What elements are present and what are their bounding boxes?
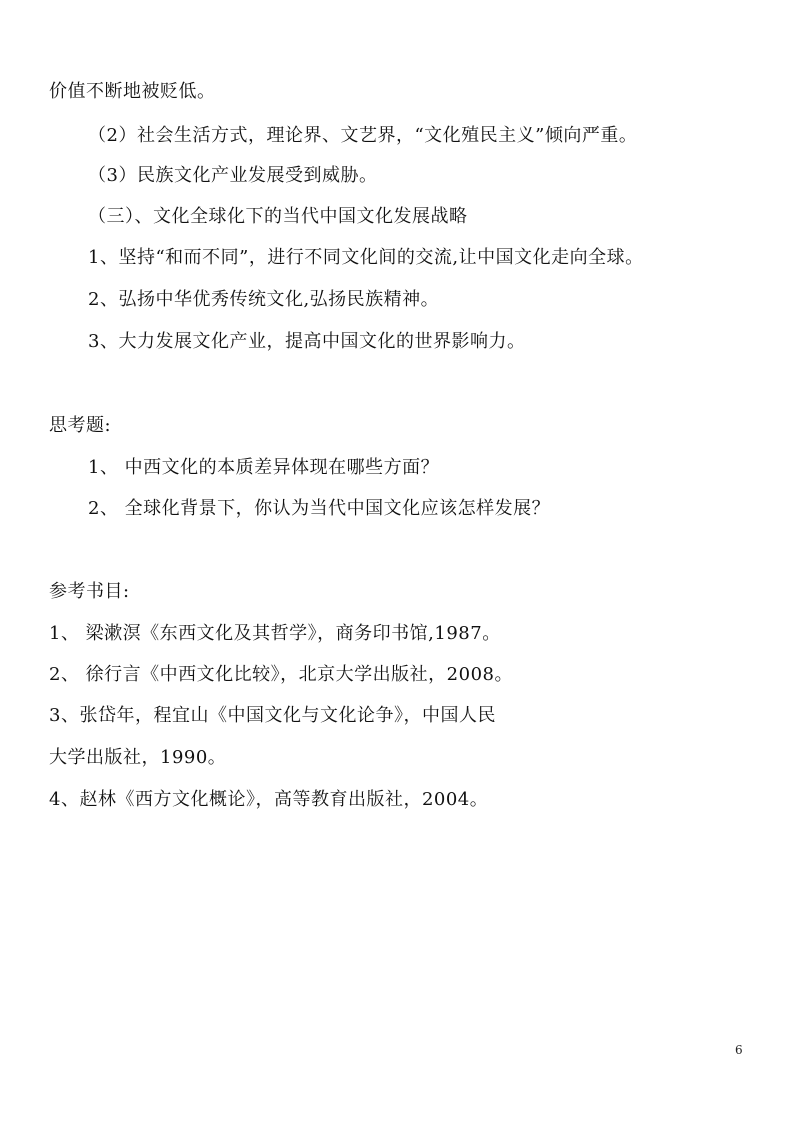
strategy-3: 3、大力发展文化产业，提高中国文化的世界影响力。: [88, 331, 526, 352]
question-1: 1、 中西文化的本质差异体现在哪些方面？: [88, 457, 440, 478]
reference-3: 3、张岱年，程宜山《中国文化与文化论争》，中国人民: [49, 705, 496, 726]
section-heading: （三）、文化全球化下的当代中国文化发展战略: [88, 206, 468, 227]
reference-4: 4、赵林《西方文化概论》，高等教育出版社，2004。: [49, 789, 489, 810]
reference-2: 2、 徐行言《中西文化比较》，北京大学出版社，2008。: [49, 664, 513, 685]
continuation-text: 价值不断地被贬低。: [49, 81, 216, 102]
questions-heading: 思考题:: [49, 415, 112, 436]
strategy-1: 1、坚持“和而不同”，进行不同文化间的交流,让中国文化走向全球。: [88, 247, 644, 268]
question-2: 2、 全球化背景下，你认为当代中国文化应该怎样发展？: [88, 498, 551, 519]
references-heading: 参考书目:: [49, 581, 130, 602]
page-number: 6: [735, 1043, 743, 1057]
reference-3-continued: 大学出版社，1990。: [49, 747, 227, 768]
strategy-2: 2、弘扬中华优秀传统文化,弘扬民族精神。: [88, 289, 440, 310]
sub-item-2: （2）社会生活方式，理论界、文艺界，“文化殖民主义”倾向严重。: [88, 125, 638, 146]
sub-item-3: （3）民族文化产业发展受到威胁。: [88, 165, 378, 186]
reference-1: 1、 梁漱溟《东西文化及其哲学》，商务印书馆,1987。: [49, 623, 501, 644]
